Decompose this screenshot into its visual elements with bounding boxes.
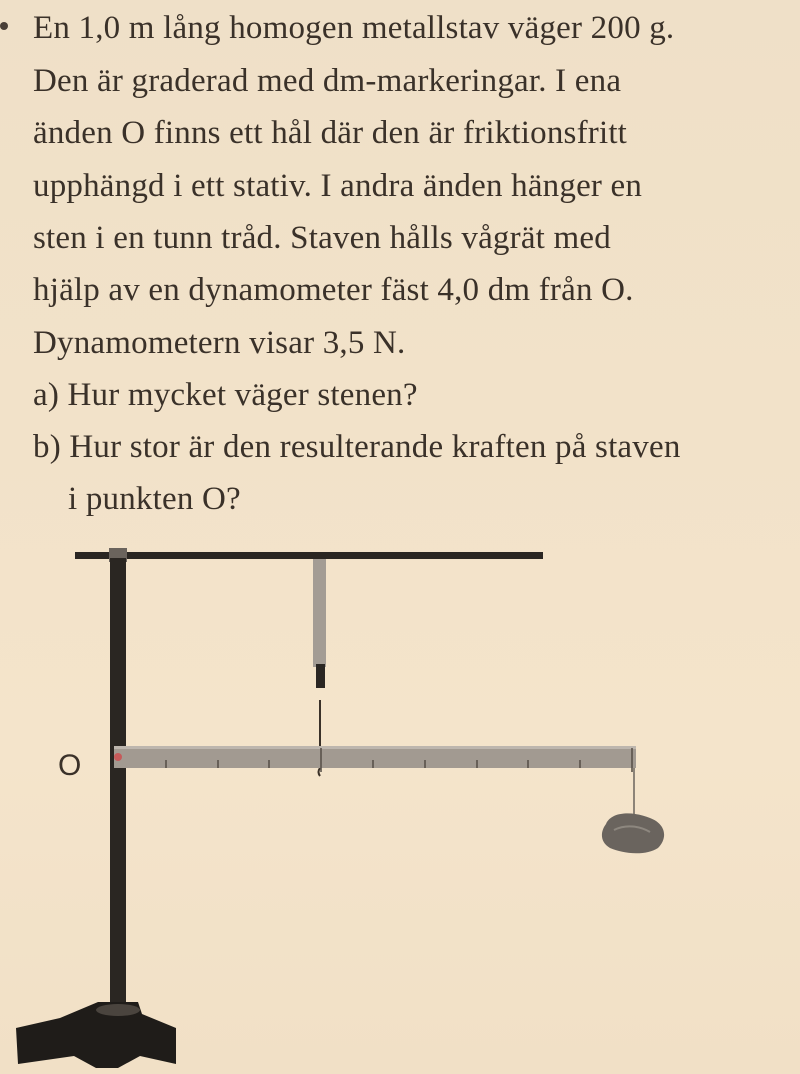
apparatus-drawing [0,540,800,1074]
stand-base [16,1002,176,1068]
dynamometer-hook [319,768,321,776]
question-b: b) Hur stor är den resulterande kraften på staven [33,429,681,465]
setup-figure [0,540,800,1074]
rod-highlight [114,746,636,749]
problem-line-3: änden O finns ett hål där den är friktionsfritt [33,115,628,151]
dynamometer-hook-body [316,664,325,688]
bullet-marker [0,22,8,30]
pivot-hole [114,753,122,761]
stone [602,813,664,853]
metal-rod [114,746,636,768]
pivot-label: O [58,749,82,782]
problem-line-4: upphängd i ett stativ. I andra änden hänger en [33,168,643,204]
stand-pole [110,558,126,1008]
question-a: a) Hur mycket väger stenen? [33,377,418,413]
problem-line-2: Den är graderad med dm-markeringar. I ena [33,63,622,99]
problem-line-5: sten i en tunn tråd. Staven hålls vågrät med [33,220,611,256]
stand-top-arm [75,552,543,559]
dynamometer-tube [313,559,326,667]
problem-line-6: hjälp av en dynamometer fäst 4,0 dm från O. [33,272,634,308]
question-b-continued: i punkten O? [68,481,241,517]
stand-base-hub [96,1004,140,1016]
problem-line-1: En 1,0 m lång homogen metallstav väger 200 g. [33,10,675,46]
problem-line-7: Dynamometern visar 3,5 N. [33,325,406,361]
